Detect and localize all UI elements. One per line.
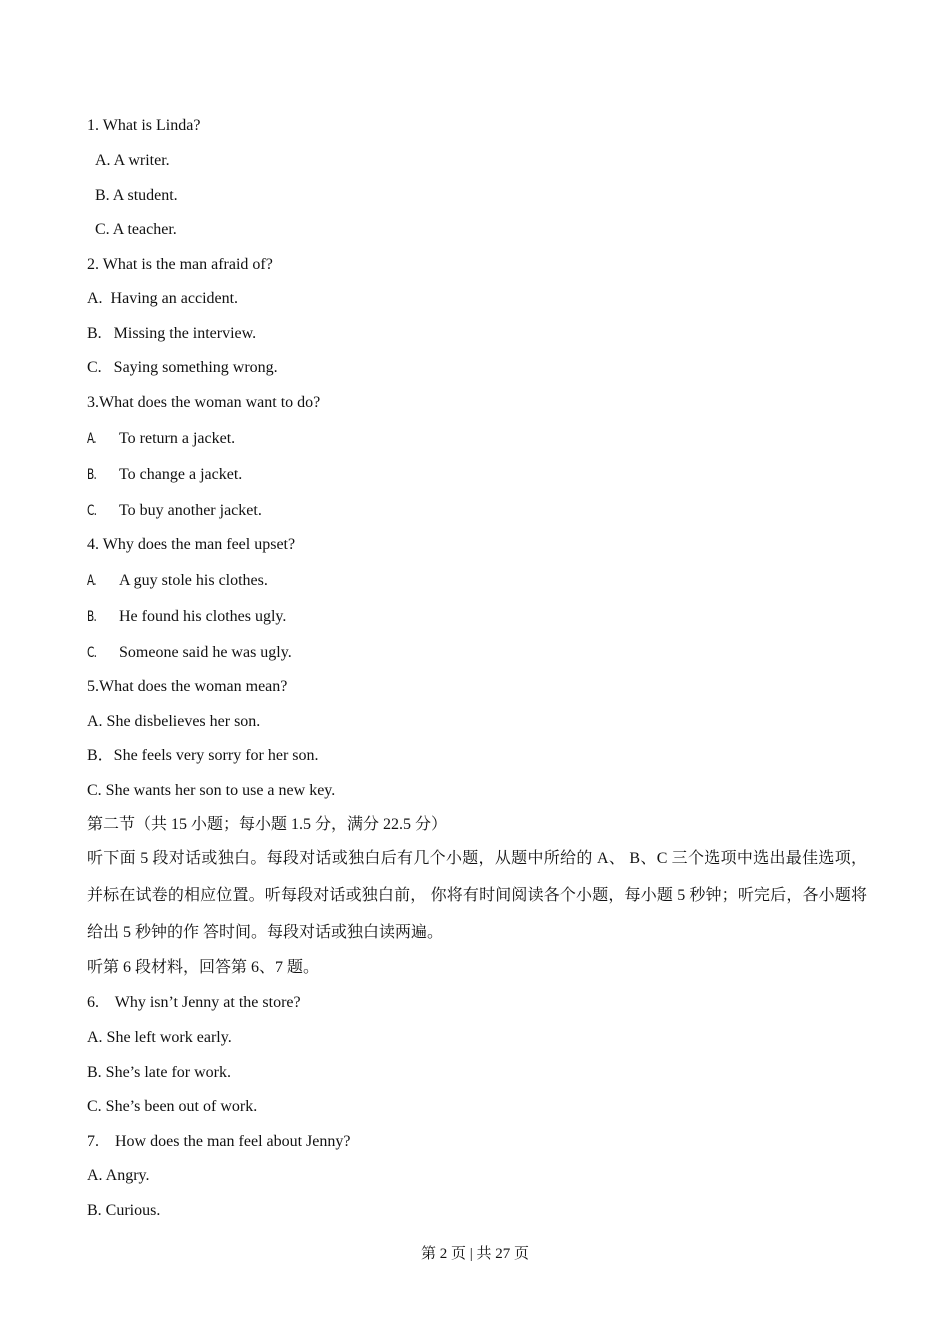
option-4c [87,643,292,663]
option-3a [87,429,235,449]
option-6b: B. She’s late for work. [87,1064,231,1081]
option-7a: A. Angry. [87,1167,150,1184]
option-6c: C. She’s been out of work. [87,1098,258,1115]
material-6-heading: 听第 6 段材料，回答第 6、7 题。 [87,959,320,976]
option-text: He found his clothes ugly. [119,608,287,625]
section-2-instructions: 听下面 5 段对话或独白。每段对话或独白后有几个小题，从题中所给的 A、 B、C 三个选项中选出最佳选项，并标在试卷的相应位置。听每段对话或独白前， 你将有时间阅读各个小题，每小题 5 秒钟；听完后，各小题将给出 5 秒钟的作 答时间。每段对话或独白读两遍。 [87,850,867,941]
page-footer: 第 2 页 | 共 27 页 [420,1246,529,1262]
option-label: B. [87,467,97,483]
question-4: 4. Why does the man feel upset? [87,536,296,553]
option-label: A. [87,573,96,589]
option-text: Someone said he was ugly. [119,644,292,661]
option-text: To return a jacket. [119,430,236,447]
option-1b: B. A student. [95,187,178,204]
question-3: 3.What does the woman want to do? [87,394,321,411]
option-text: To change a jacket. [119,466,243,483]
option-text: To buy another jacket. [119,502,262,519]
question-6: 6. Why isn’t Jenny at the store? [87,994,301,1011]
option-label: C. [87,503,97,519]
question-5: 5.What does the woman mean? [87,678,288,695]
option-4a [87,571,268,591]
option-text: A guy stole his clothes. [119,572,268,589]
question-7: 7. How does the man feel about Jenny? [87,1133,351,1150]
question-2: 2. What is the man afraid of? [87,256,273,273]
option-5c: C. She wants her son to use a new key. [87,782,336,799]
option-label: B. [87,609,97,625]
option-2c: C. Saying something wrong. [87,359,278,376]
option-label: A. [87,431,96,447]
option-label: C. [87,645,97,661]
option-3b [87,465,242,485]
option-3c [87,501,262,521]
option-6a: A. She left work early. [87,1029,232,1046]
option-5b: B．She feels very sorry for her son. [87,747,319,764]
question-1: 1. What is Linda? [87,117,201,134]
option-7b: B. Curious. [87,1202,161,1219]
option-2b: B. Missing the interview. [87,325,257,342]
option-1a: A. A writer. [95,152,170,169]
option-2a: A. Having an accident. [87,290,239,307]
option-5a: A. She disbelieves her son. [87,713,261,730]
option-1c: C. A teacher. [95,221,177,238]
option-4b [87,607,286,627]
section-2-heading: 第二节（共 15 小题；每小题 1.5 分，满分 22.5 分） [87,816,448,833]
